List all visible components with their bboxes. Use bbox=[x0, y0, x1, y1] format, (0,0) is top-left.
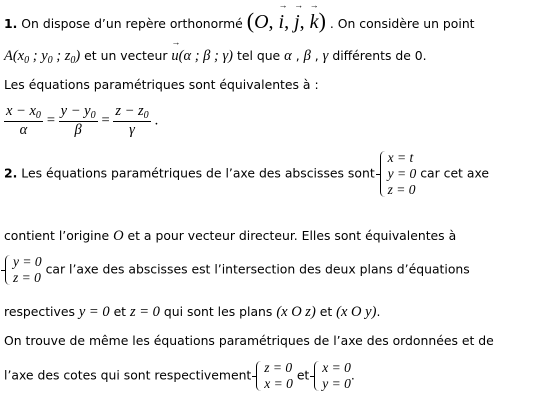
p1-line3: Les équations paramétriques sont équivalentes à : bbox=[4, 77, 319, 92]
system-y-axis: z = 0 x = 0 bbox=[255, 360, 293, 392]
p2-line3: y = 0 z = 0 car l’axe des abscisses est l’intersection des deux plans d’équations bbox=[4, 254, 470, 286]
plane-xoz: (x O z) bbox=[276, 304, 316, 320]
equivalent-equations: $\frac{x - x_0}{\alpha}$ = $\frac{y - y_0}{\beta}$ = $\frac{z - z_0}{\gamma}$ . bbox=[6, 103, 159, 138]
alpha: α bbox=[284, 48, 292, 64]
p1-text-b: . On considère un point bbox=[329, 16, 475, 31]
origin-o: O bbox=[113, 228, 124, 244]
eq-y0: y = 0 bbox=[78, 304, 110, 320]
p1-text-c: et un vecteur bbox=[84, 48, 168, 63]
eq-z0: z = 0 bbox=[130, 304, 160, 320]
vector-u: → u(α ; β ; γ) bbox=[171, 48, 233, 64]
p2-text-b: car cet axe bbox=[420, 165, 490, 181]
p1-line1 bbox=[4, 8, 475, 34]
p2-line5: On trouve de même les équations paramétriques de l’axe des ordonnées et de bbox=[4, 333, 494, 348]
p1-text-a: On dispose d’un repère orthonormé bbox=[21, 16, 243, 31]
p2-line4: respectives y = 0 et z = 0 qui sont les plans (x O z) et (x O y). bbox=[4, 304, 381, 320]
p1-line2: $A(x_0$ ; $y_0$ ; $z_0$) et un vecteur → u(α ; β ; γ) tel que α , β , γ différents de 0. bbox=[4, 48, 427, 65]
p1-text-e: différents de 0. bbox=[332, 48, 427, 63]
point-a: $A(x_0$ ; $y_0$ ; $z_0$) bbox=[4, 48, 81, 66]
p2-number: 2. bbox=[4, 165, 18, 181]
p2-line6: l’axe des cotes qui sont respectivement z = 0 x = 0 et x = 0 y = 0 . bbox=[4, 360, 355, 391]
system-z-axis: x = 0 y = 0 bbox=[313, 360, 351, 392]
fraction-y: $\frac{y - y_0}{\beta}$ bbox=[60, 103, 96, 138]
orthonormal-frame: (O, → i, → j, → k) bbox=[247, 11, 326, 33]
p2-line1 bbox=[4, 150, 489, 198]
p1-text-d: tel que bbox=[236, 48, 281, 63]
gamma: γ bbox=[322, 48, 329, 64]
system-x-axis: x = t y = 0 z = 0 bbox=[379, 150, 417, 198]
p2-text-a: Les équations paramétriques de l’axe des abscisses sont bbox=[21, 165, 375, 181]
beta: β bbox=[303, 48, 311, 64]
fraction-x: $\frac{x - x_0}{\alpha}$ bbox=[6, 103, 41, 138]
fraction-z: $\frac{z - z_0}{\gamma}$ bbox=[115, 103, 149, 138]
p2-line2: contient l’origine O et a pour vecteur directeur. Elles sont équivalentes à bbox=[4, 228, 457, 244]
system-yz: y = 0 z = 0 bbox=[4, 254, 42, 286]
p1-number: 1. bbox=[4, 16, 18, 31]
plane-xoy: (x O y) bbox=[336, 304, 377, 320]
